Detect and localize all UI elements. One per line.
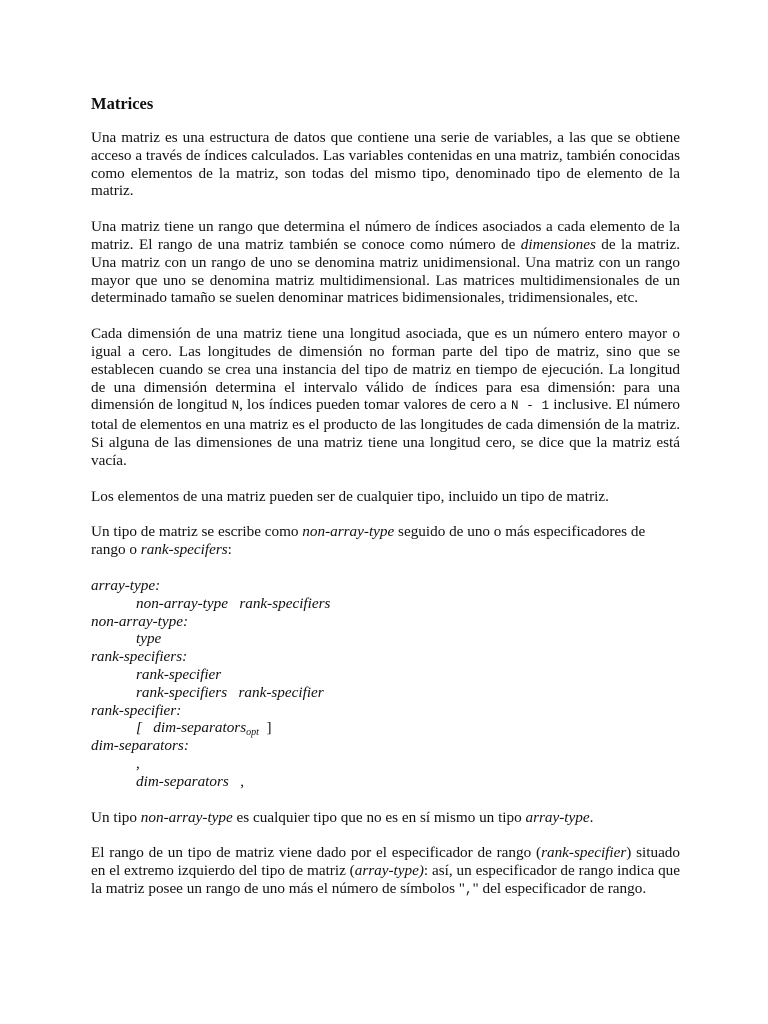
paragraph-non-array-type — [91, 809, 680, 827]
text: Una matriz tiene un rango que determina el número de índices asociados a cada elemento de la matriz. El rango de una matriz también se conoce como número de — [91, 218, 680, 253]
text: : así, un especificador de rango indica que la matriz posee un rango de uno más el número de símbolos " — [91, 862, 680, 897]
text: de la matriz. Una matriz con un rango de uno se denomina matriz unidimensional. Una matriz con un rango mayor que uno se denomina matriz multidimensional. Las matrices multidimensionales de un determinado tamaño se suelen denominar matrices bidimensionales, tridimensionales, etc. — [91, 235, 680, 307]
code-n: N — [231, 399, 240, 414]
grammar-production: type — [136, 630, 162, 648]
grammar-rule: dim-separators: — [91, 737, 189, 755]
code-n-minus-1: N - 1 — [510, 399, 550, 414]
text: [ dim-separators — [136, 719, 247, 737]
paragraph-rank — [91, 218, 680, 307]
grammar-rule: non-array-type: — [91, 612, 188, 630]
paragraph-rank-specifier — [91, 844, 680, 899]
grammar-block — [91, 577, 680, 791]
text: Cada dimensión de una matriz tiene una longitud asociada, que es un número entero mayor o igual a cero. Las longitudes de dimensión no forman parte del tipo de matriz, sino que se establecen cuando se crea una instancia del tipo de matriz en tiempo de ejecución. La longitud de una dimensión determina el intervalo válido de índices para esa dimensión: para una dimensión de longitud — [91, 325, 680, 414]
emphasis: non-array-type — [140, 808, 233, 826]
grammar-production: , — [136, 754, 140, 772]
grammar-rule: array-type: — [91, 576, 161, 594]
text: , — [228, 772, 245, 790]
emphasis: non-array-type — [302, 523, 395, 541]
grammar-rule: rank-specifiers: — [91, 648, 188, 666]
text: Un tipo de matriz se escribe como — [91, 523, 303, 541]
text: es cualquier tipo que no es en sí mismo un tipo — [232, 808, 526, 826]
grammar-production: non-array-type rank-specifiers — [136, 594, 331, 612]
emphasis: array-type) — [354, 862, 424, 880]
paragraph-type-syntax — [91, 523, 680, 559]
text: ] — [258, 719, 272, 737]
text: El rango de un tipo de matriz viene dado por el especificador de rango ( — [91, 844, 542, 862]
text: : — [227, 541, 232, 559]
paragraph-intro: Una matriz es una estructura de datos que contiene una serie de variables, a las que se obtiene acceso a través de índices calculados. Las variables contenidas en una matriz, también conocidas como elementos de la matriz, son todas del mismo tipo, denominado tipo de elemento de la matriz. — [91, 129, 680, 200]
text: . — [589, 808, 594, 826]
grammar-production: rank-specifiers rank-specifier — [136, 683, 324, 701]
text: Un tipo — [91, 808, 141, 826]
grammar-production: dim-separators — [136, 772, 229, 790]
grammar-production: rank-specifier — [136, 665, 222, 683]
text: ) situado en el extremo izquierdo del tipo de matriz ( — [91, 844, 680, 880]
grammar-production — [136, 719, 259, 739]
emphasis: rank-specifier — [541, 844, 627, 862]
page-title: Matrices — [91, 94, 154, 113]
text: , los índices pueden tomar valores de cero a — [239, 396, 511, 414]
paragraph-dimension-length — [91, 325, 680, 469]
subscript-opt: opt — [246, 727, 259, 739]
emphasis: array-type — [525, 808, 590, 826]
text: seguido de uno o más especificadores de rango o — [91, 523, 646, 559]
paragraph-element-types: Los elementos de una matriz pueden ser de cualquier tipo, incluido un tipo de matriz. — [91, 487, 609, 505]
emphasis: rank-specifers — [140, 541, 228, 559]
text: " del especificador de rango. — [472, 879, 647, 897]
grammar-rule: rank-specifier: — [91, 701, 182, 719]
code-comma: , — [465, 882, 473, 897]
document-page — [91, 94, 680, 918]
emphasis: dimensiones — [520, 235, 596, 253]
text: inclusive. El número total de elementos en una matriz es el producto de las longitudes de cada dimensión de la matriz. Si alguna de las dimensiones de una matriz tiene una longitud cero, se dice que la matriz está vacía. — [91, 396, 680, 469]
